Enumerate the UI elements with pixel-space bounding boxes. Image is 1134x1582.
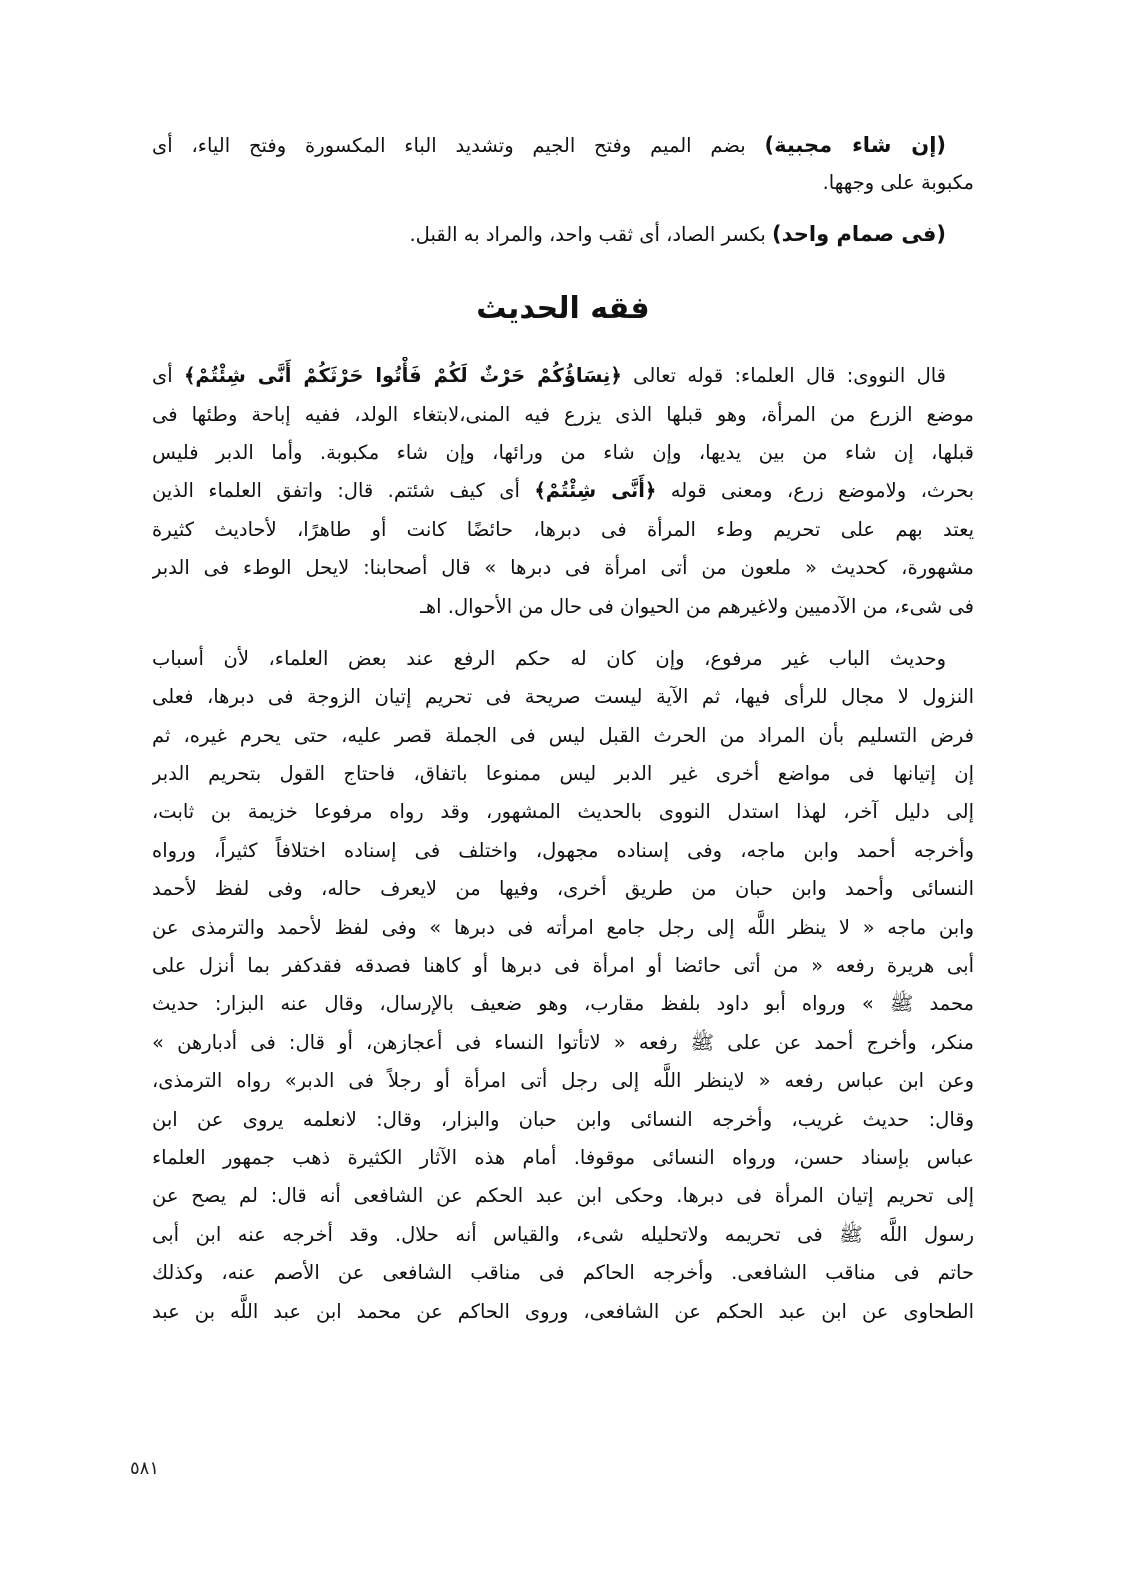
section-heading: فقه الحديث (476, 291, 650, 327)
text-line: محمد ﷺ » ورواه أبو داود بلفظ مقارب، وهو ضعيف بالإرسال، وقال عنه البزار: حديث (152, 992, 974, 1016)
text-line: الطحاوى عن ابن عبد الحكم عن الشافعى، وروى الحاكم عن محمد ابن عبد اللَّه بن عبد (152, 1299, 974, 1323)
glossary-term: (إن شاء مجبية) (764, 133, 946, 157)
text-line: النسائى وأحمد وابن حبان من طريق أخرى، وفيها من لايعرف حاله، وفى لفظ لأحمد (152, 877, 974, 901)
text-line: يعتد بهم على تحريم وطء المرأة فى دبرها، حائضًا كانت أو طاهرًا، لأحاديث كثيرة (152, 517, 974, 541)
paragraph-gap (152, 626, 974, 640)
text-line: وأخرجه أحمد وابن ماجه، وفى إسناده مجهول، واختلف فى إسناده اختلافاً كثيراً، ورواه (152, 838, 974, 862)
text-span: أى (152, 364, 184, 388)
glossary-entry-1-continued: مكبوبة على وجهها. (822, 171, 974, 195)
text-line: عباس بإسناد حسن، ورواه النسائى موقوفا. أمام هذه الآثار الكثيرة ذهب جمهور العلماء (152, 1145, 974, 1169)
document-page (152, 126, 974, 1331)
text-line: مشهورة، كحديث « ملعون من أتى امرأة فى دبرها » قال أصحابنا: لايحل الوطء فى الدبر (152, 556, 974, 580)
text-line: رسول اللَّه ﷺ فى تحريمه ولاتحليله شىء، والقياس أنه حلال. وقد أخرجه عنه ابن أبى (152, 1222, 974, 1246)
paragraph-1 (152, 357, 974, 626)
text-span: أى كيف شئتم. قال: واتفق العلماء الذين (152, 479, 535, 503)
text-span: بحرث، ولاموضع زرع، ومعنى قوله (656, 479, 974, 503)
text-line: وابن ماجه « لا ينظر اللَّه إلى رجل جامع امرأته فى دبرها » وفى لفظ لأحمد والترمذى عن (152, 915, 974, 939)
glossary-term: (فى صمام واحد) (772, 221, 946, 246)
text-line: منكر، وأخرج أحمد عن على ﷺ رفعه « لاتأتوا النساء فى أعجازهن، أو قال: فى أدبارهن » (152, 1030, 974, 1054)
text-line (152, 357, 974, 395)
page-number: ٥٨١ (130, 1458, 160, 1479)
text-line: إلى تحريم إتيان المرأة فى دبرها. وحكى ابن عبد الحكم عن الشافعى أنه قال: لم يصح عن (152, 1184, 974, 1208)
text-line: وعن ابن عباس رفعه « لاينظر اللَّه إلى رجل أتى امرأة أو رجلاً فى الدبر» رواه الترمذى، (152, 1069, 974, 1093)
text-line: إن إتيانها فى مواضع أخرى غير الدبر ليس ممنوعا باتفاق، فاحتاج القول بتحريم الدبر (152, 762, 974, 786)
text-line: إلى دليل آخر، لهذا استدل النووى بالحديث المشهور، وقد رواه مرفوعا خزيمة بن ثابت، (152, 800, 974, 824)
text-line: وحديث الباب غير مرفوع، وإن كان له حكم الرفع عند بعض العلماء، لأن أسباب (152, 646, 946, 670)
text-line (152, 472, 974, 510)
paragraph-2 (152, 640, 974, 1331)
text-span: قال النووى: قال العلماء: قوله تعالى (621, 364, 947, 388)
text-line: قبلها، إن شاء من بين يديها، وإن شاء من ورائها، وإن شاء مكبوبة. وأما الدبر فليس (152, 440, 974, 464)
text-line: حاتم فى مناقب الشافعى. وأخرجه الحاكم فى مناقب الشافعى عن الأصم عنه، وكذلك (152, 1261, 974, 1285)
text-line: أبى هريرة رفعه « من أتى حائضا أو امرأة فى دبرها أو كاهنا فصدقه فقدكفر بما أنزل على (152, 954, 974, 978)
text-line: وقال: حديث غريب، وأخرجه النسائى وابن حبان والبزار، وقال: لانعلمه يروى عن ابن (152, 1107, 974, 1131)
glossary-entry-2 (152, 215, 974, 253)
quran-verse: ﴿أَنَّى شِئْتُمْ﴾ (534, 479, 657, 503)
glossary-definition: بكسر الصاد، أى ثقب واحد، والمراد به القبل. (409, 222, 773, 246)
text-line: فرض التسليم بأن المراد من الحرث القبل ليس فى الجملة قصر عليه، حتى يحرم غيره، ثم (152, 723, 974, 747)
quran-verse: ﴿نِسَاؤُكُمْ حَرْثٌ لَكُمْ فَأْتُوا حَرْثَكُمْ أَنَّى شِئْتُمْ﴾ (184, 364, 622, 388)
text-line: فى شىء، من الآدميين ولاغيرهم من الحيوان فى حال من الأحوال. اهـ (420, 594, 974, 618)
glossary-definition: بضم الميم وفتح الجيم وتشديد الباء المكسورة وفتح الياء، أى (152, 134, 765, 157)
text-line: النزول لا مجال للرأى فيها، ثم الآية ليست صريحة فى تحريم إتيان الزوجة فى دبرها، فعلى (152, 685, 974, 709)
glossary-entry-1 (152, 126, 974, 164)
text-line: موضع الزرع من المرأة، وهو قبلها الذى يزرع فيه المنى،لابتغاء الولد، ففيه إباحة وطئها فى (152, 402, 974, 426)
